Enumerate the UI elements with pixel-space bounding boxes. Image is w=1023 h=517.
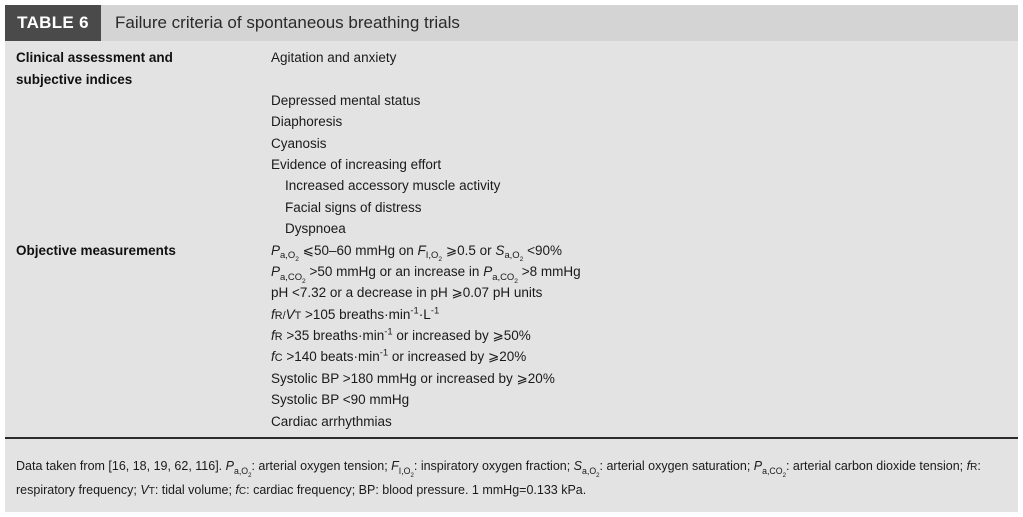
item-accessory-muscle: Increased accessory muscle activity (285, 178, 501, 194)
category-clinical (16, 47, 173, 90)
item-facial-distress: Facial signs of distress (285, 199, 422, 215)
table-title: Failure criteria of spontaneous breathing trials (115, 13, 460, 32)
table-footnote: Data taken from [16, 18, 19, 62, 116]. $P_{a,O_2}$: arterial oxygen tension; $F_{I,O_2}$: inspiratory oxygen fraction; $S_{a,O_2}$: arterial oxygen saturation; $P_{a,CO_2}$: arterial carbon dioxide tension; fR: respiratory frequency; VT: tidal volume; fC: cardiac frequency; BP: blood pressure. 1 mmHg=0.133 kPa. (16, 459, 981, 497)
item-agitation: Agitation and anxiety (271, 50, 397, 65)
table-number-badge: TABLE 6 (5, 5, 101, 41)
item-dyspnoea: Dyspnoea (285, 221, 346, 237)
item-fr: fR >35 $breaths\cdot\min^{-1}$ or increased by ⩾50% (271, 326, 531, 344)
item-fr-vt: fR/VT >105 $breaths\cdot\min^{-1}\cdot L^{-1}$ (271, 305, 440, 322)
item-systolic-low: Systolic BP <90 mmHg (271, 392, 410, 408)
spacer (271, 68, 581, 89)
item-ph: pH <7.32 or a decrease in pH ⩾0.07 pH units (271, 285, 543, 301)
category-clinical-line2: subjective indices (16, 71, 133, 87)
item-pao2: $P_{a,O_2}$ ⩽50–60 mmHg on $F_{I,O_2}$ ⩾0.5 or $S_{a,O_2} <90\%$ (271, 242, 562, 264)
item-fc: fC >140 $beats\cdot\min^{-1}$ or increased by ⩾20% (271, 347, 527, 365)
table-6 (5, 5, 1018, 512)
item-diaphoresis: Diaphoresis (271, 114, 343, 130)
category-clinical-line1: Clinical assessment and (16, 50, 173, 65)
table-divider (5, 437, 1018, 439)
item-increasing-effort: Evidence of increasing effort (271, 156, 442, 172)
category-objective: Objective measurements (16, 243, 176, 258)
criteria-list (271, 47, 581, 432)
table-title-bar (5, 5, 1018, 41)
item-depressed-mental-status: Depressed mental status (271, 92, 421, 108)
item-cyanosis: Cyanosis (271, 135, 327, 151)
item-paco2: $P_{a,CO_2} >50$ mmHg or an increase in $P_{a,CO_2} >8$ mmHg (271, 263, 581, 285)
item-systolic-high: Systolic BP >180 mmHg or increased by ⩾20% (271, 370, 555, 386)
item-arrhythmia: Cardiac arrhythmias (271, 413, 392, 429)
